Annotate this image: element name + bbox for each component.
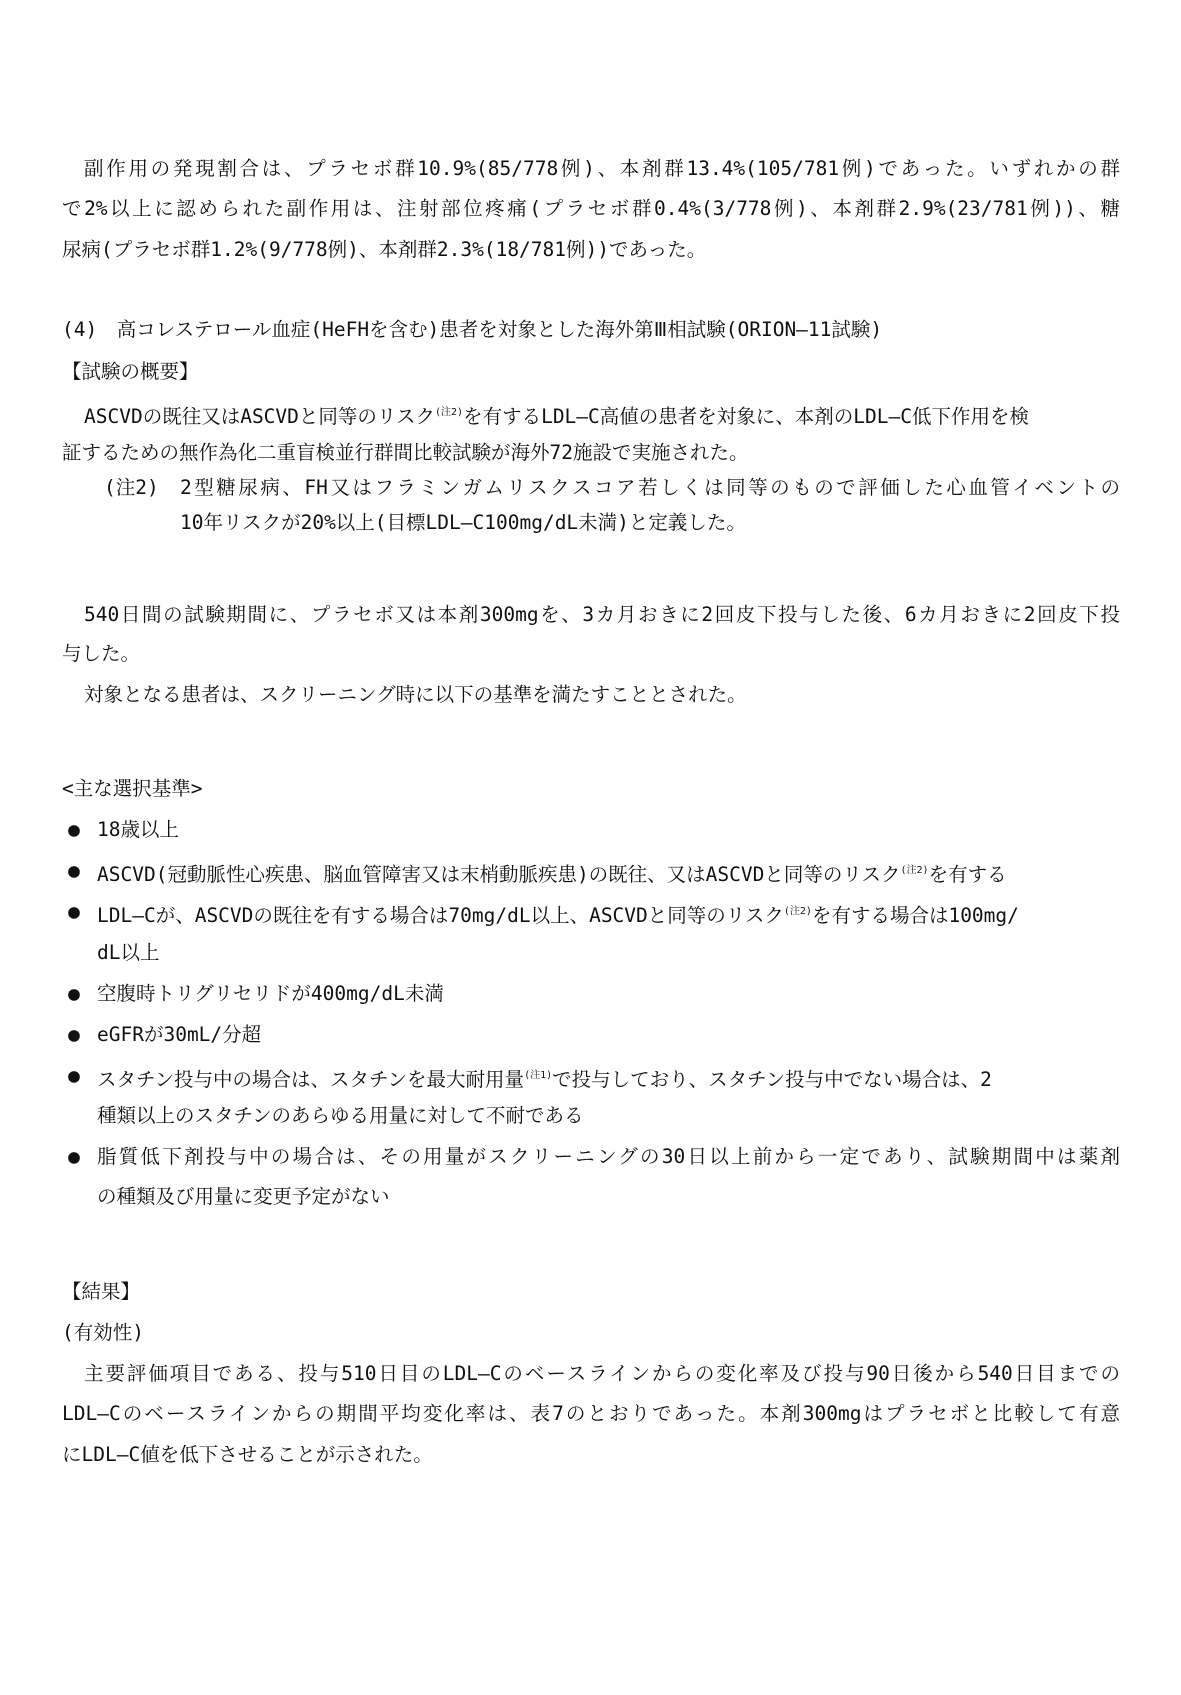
- bullet-icon: ●: [68, 818, 80, 841]
- criteria-text: ASCVD(冠動脈性心疾患、脳血管障害又は末梢動脈疾患)の既往、又はASCVDと同等のリスク: [97, 863, 901, 886]
- overview-text-b: を有するLDL―C高値の患者を対象に、本剤のLDL―C低下作用を検: [463, 405, 1029, 428]
- criteria-item-cont: dL以上: [97, 941, 160, 964]
- section-heading: (4) 高コレステロール血症(HeFHを含む)患者を対象とした海外第Ⅲ相試験(ORION―11試験): [62, 318, 883, 341]
- criteria-item: 18歳以上: [97, 818, 179, 841]
- criteria-item: [97, 859, 1007, 887]
- side-effect-text: 副作用の発現割合は、プラセボ群10.9%(85/778例)、本剤群13.4%(105/781例)であった。いずれかの群: [84, 157, 1120, 180]
- overview-text: [84, 401, 1120, 429]
- overview-text-a: ASCVDの既往又はASCVDと同等のリスク: [84, 405, 436, 428]
- criteria-heading: <主な選択基準>: [62, 777, 203, 800]
- criteria-item: 脂質低下剤投与中の場合は、その用量がスクリーニングの30日以上前から一定であり、試験期間中は薬剤: [97, 1145, 1120, 1168]
- bullet-icon: ●: [68, 1023, 80, 1046]
- criteria-item: [97, 1064, 992, 1092]
- criteria-text: を有する: [928, 863, 1007, 886]
- criteria-text: を有する場合は100mg/: [811, 904, 1019, 927]
- results-text: にLDL―C値を低下させることが示された。: [62, 1443, 433, 1466]
- overview-heading: 【試験の概要】: [62, 360, 199, 383]
- note-ref: (注2): [900, 865, 929, 876]
- criteria-text: LDL―Cが、ASCVDの既往を有する場合は70mg/dL以上、ASCVDと同等のリスク: [97, 904, 784, 927]
- criteria-text: スタチン投与中の場合は、スタチンを最大耐用量: [97, 1068, 525, 1091]
- side-effect-text: で2%以上に認められた副作用は、注射部位疼痛(プラセボ群0.4%(3/778例)、本剤群2.9%(23/781例))、糖: [62, 197, 1120, 220]
- footnote-text: 10年リスクが20%以上(目標LDL―C100mg/dL未満)と定義した。: [180, 511, 746, 534]
- results-text: 主要評価項目である、投与510日目のLDL―Cのベースラインからの変化率及び投与90日後から540日目までの: [84, 1362, 1120, 1385]
- bullet-icon: ●: [68, 859, 80, 882]
- criteria-item: 空腹時トリグリセリドが400mg/dL未満: [97, 982, 444, 1005]
- dosing-text: 540日間の試験期間に、プラセボ又は本剤300mgを、3カ月おきに2回皮下投与した後、6カ月おきに2回皮下投: [84, 603, 1120, 626]
- criteria-item: eGFRが30mL/分超: [97, 1023, 262, 1046]
- note-ref: (注2): [783, 906, 812, 917]
- bullet-icon: ●: [68, 1064, 80, 1087]
- criteria-item-cont: の種類及び用量に変更予定がない: [97, 1185, 390, 1208]
- overview-text: 証するための無作為化二重盲検並行群間比較試験が海外72施設で実施された。: [62, 441, 749, 464]
- bullet-icon: ●: [68, 1145, 80, 1168]
- criteria-text: で投与しており、スタチン投与中でない場合は、2: [552, 1068, 992, 1091]
- bullet-icon: ●: [68, 982, 80, 1005]
- footnote-text: 2型糖尿病、FH又はフラミンガムリスクスコア若しくは同等のもので評価した心血管イベントの: [180, 476, 1120, 499]
- bullet-icon: ●: [68, 900, 80, 923]
- note-ref: (注1): [524, 1070, 553, 1081]
- side-effect-text: 尿病(プラセボ群1.2%(9/778例)、本剤群2.3%(18/781例))であった。: [62, 238, 707, 261]
- dosing-text: 与した。: [62, 642, 141, 665]
- note-ref: (注2): [435, 407, 464, 418]
- results-text: LDL―Cのベースラインからの期間平均変化率は、表7のとおりであった。本剤300mgはプラセボと比較して有意: [62, 1402, 1120, 1425]
- criteria-item: [97, 900, 1019, 928]
- results-heading: 【結果】: [62, 1280, 141, 1303]
- footnote-label: (注2): [104, 476, 159, 499]
- efficacy-heading: (有効性): [62, 1321, 144, 1344]
- criteria-item-cont: 種類以上のスタチンのあらゆる用量に対して不耐である: [97, 1104, 584, 1127]
- dosing-text: 対象となる患者は、スクリーニング時に以下の基準を満たすこととされた。: [84, 683, 747, 706]
